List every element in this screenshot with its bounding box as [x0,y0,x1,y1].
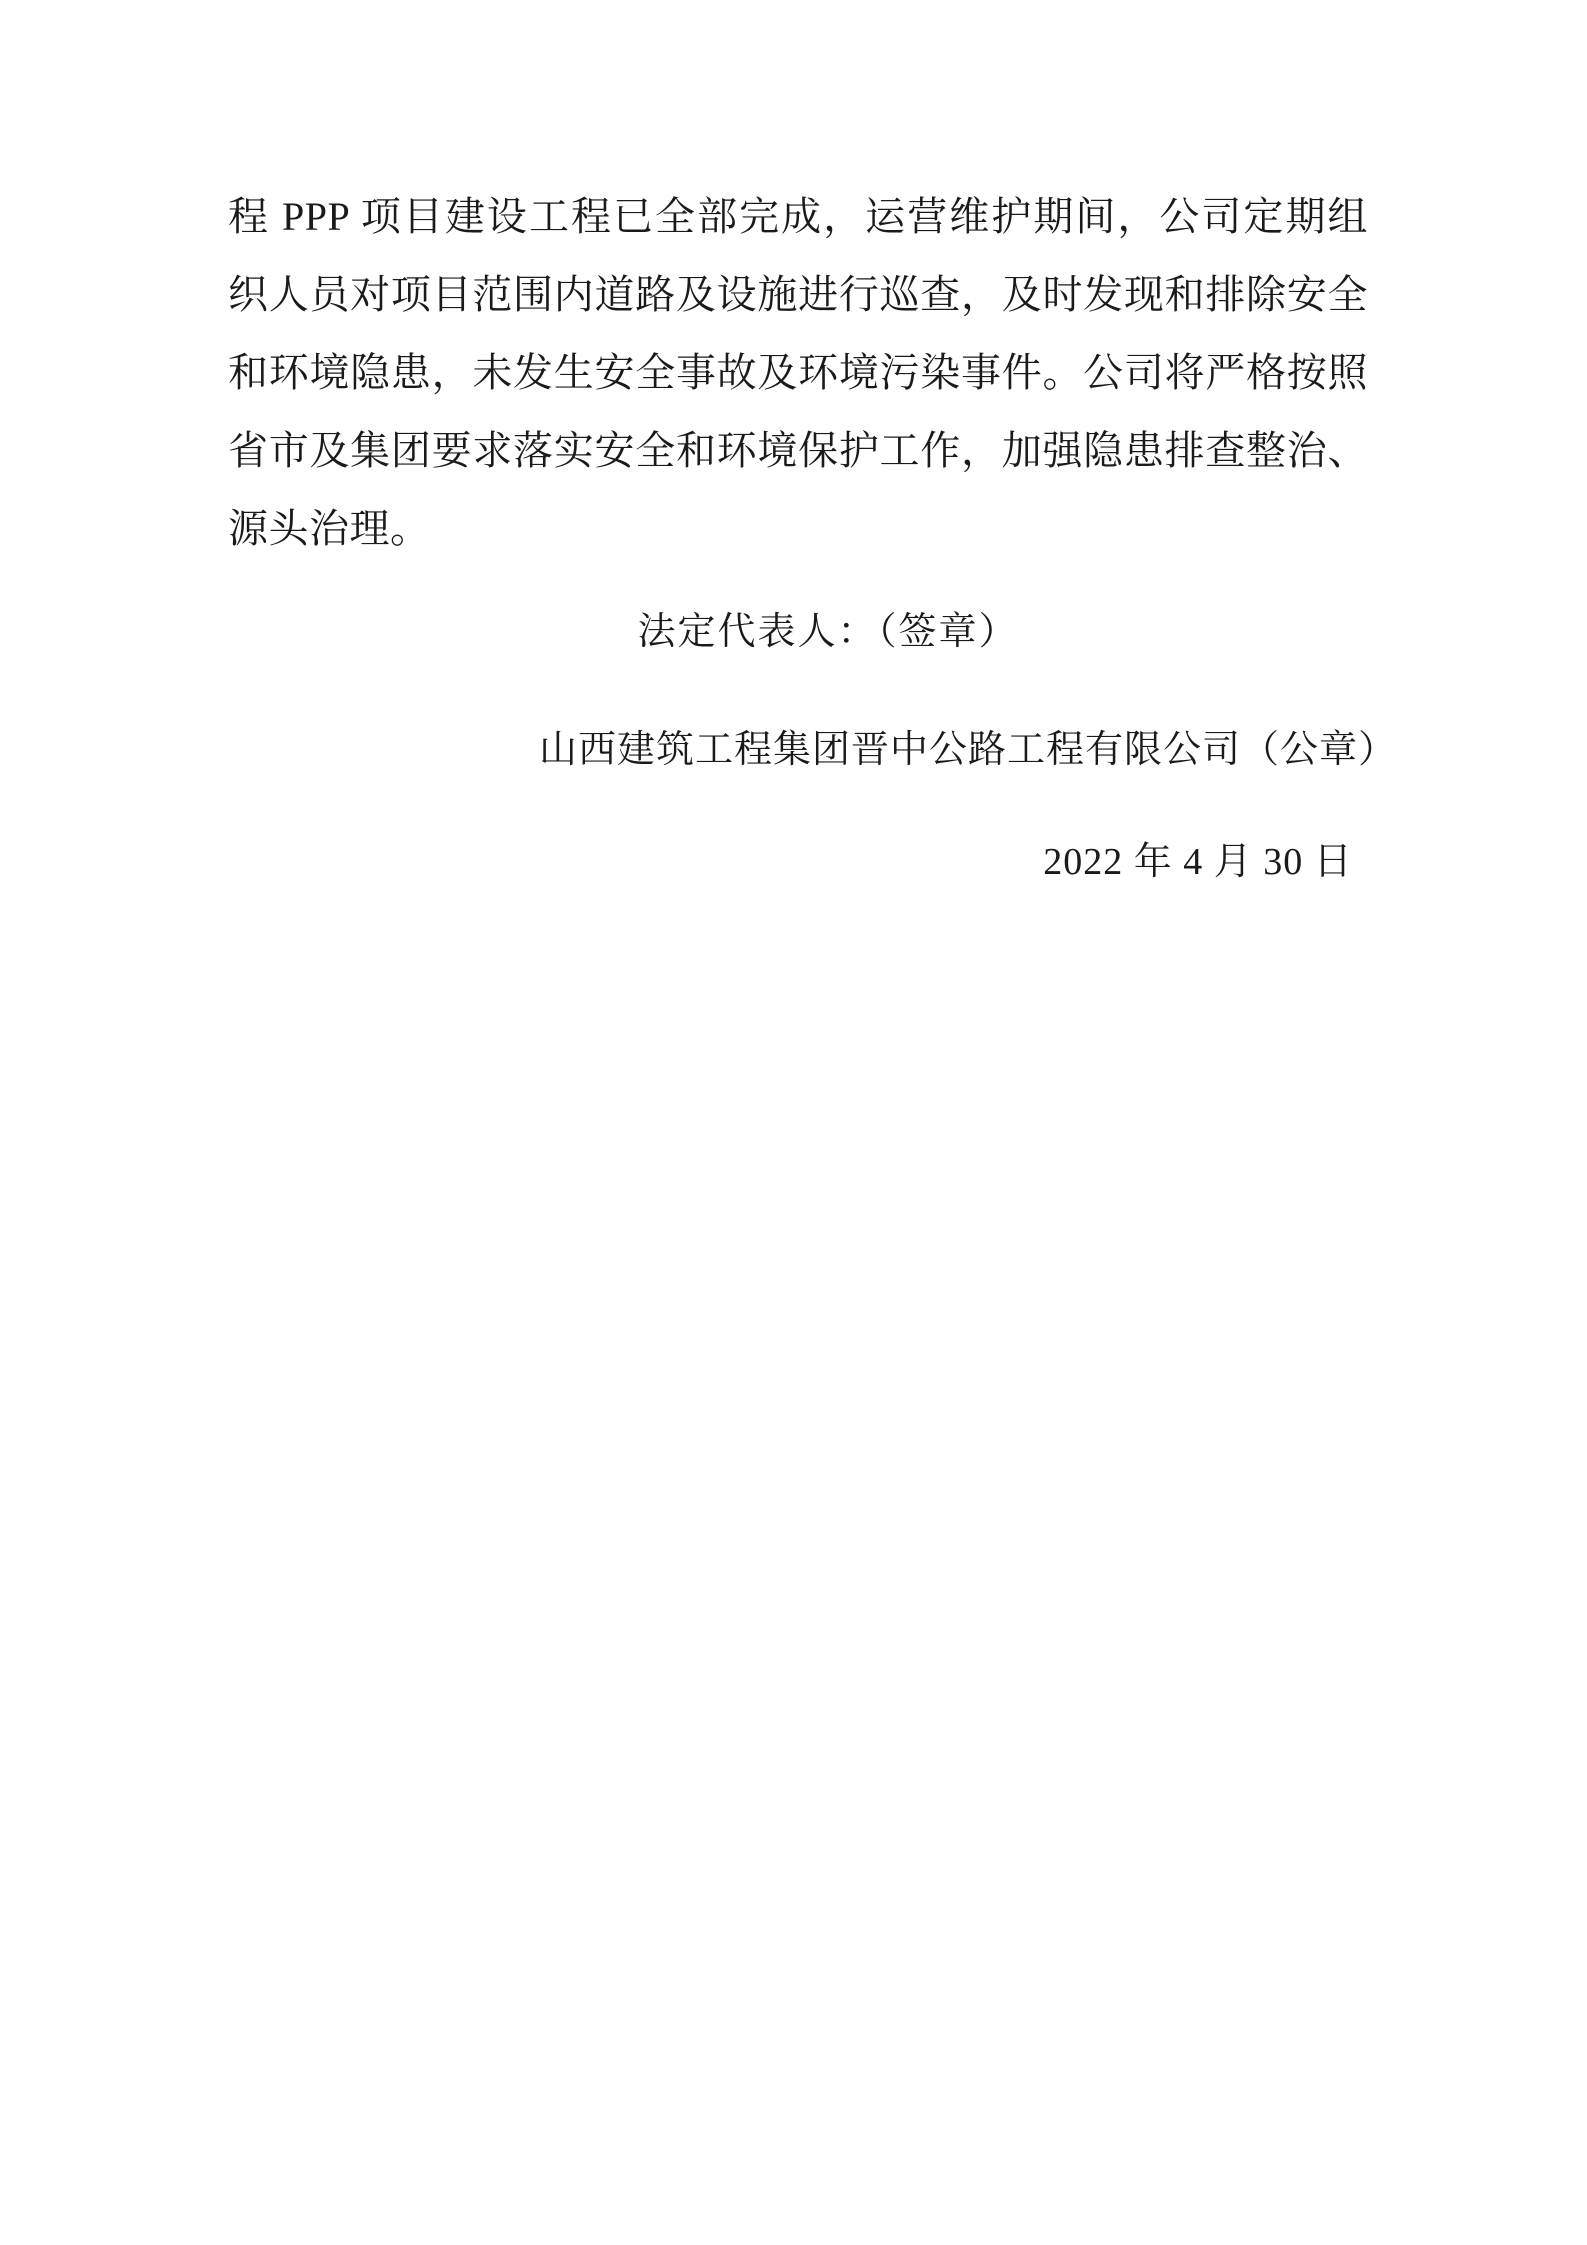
legal-representative-line: 法定代表人：（签章） [637,611,1019,653]
body-paragraph: 程 PPP 项目建设工程已全部完成，运营维护期间，公司定期组织人员对项目范围内道路及设施进行巡查，及时发现和排除安全和环境隐患，未发生安全事故及环境污染事件。公司将严格按照省市及集团要求落实安全和环境保护工作，加强隐患排查整治、源头治理。 [228,194,1368,551]
signature-date-line: 2022 年 4 月 30 日 [1043,841,1353,883]
company-name-line: 山西建筑工程集团晋中公路工程有限公司（公章） [538,729,1397,771]
body-paragraph-block [228,178,1368,568]
